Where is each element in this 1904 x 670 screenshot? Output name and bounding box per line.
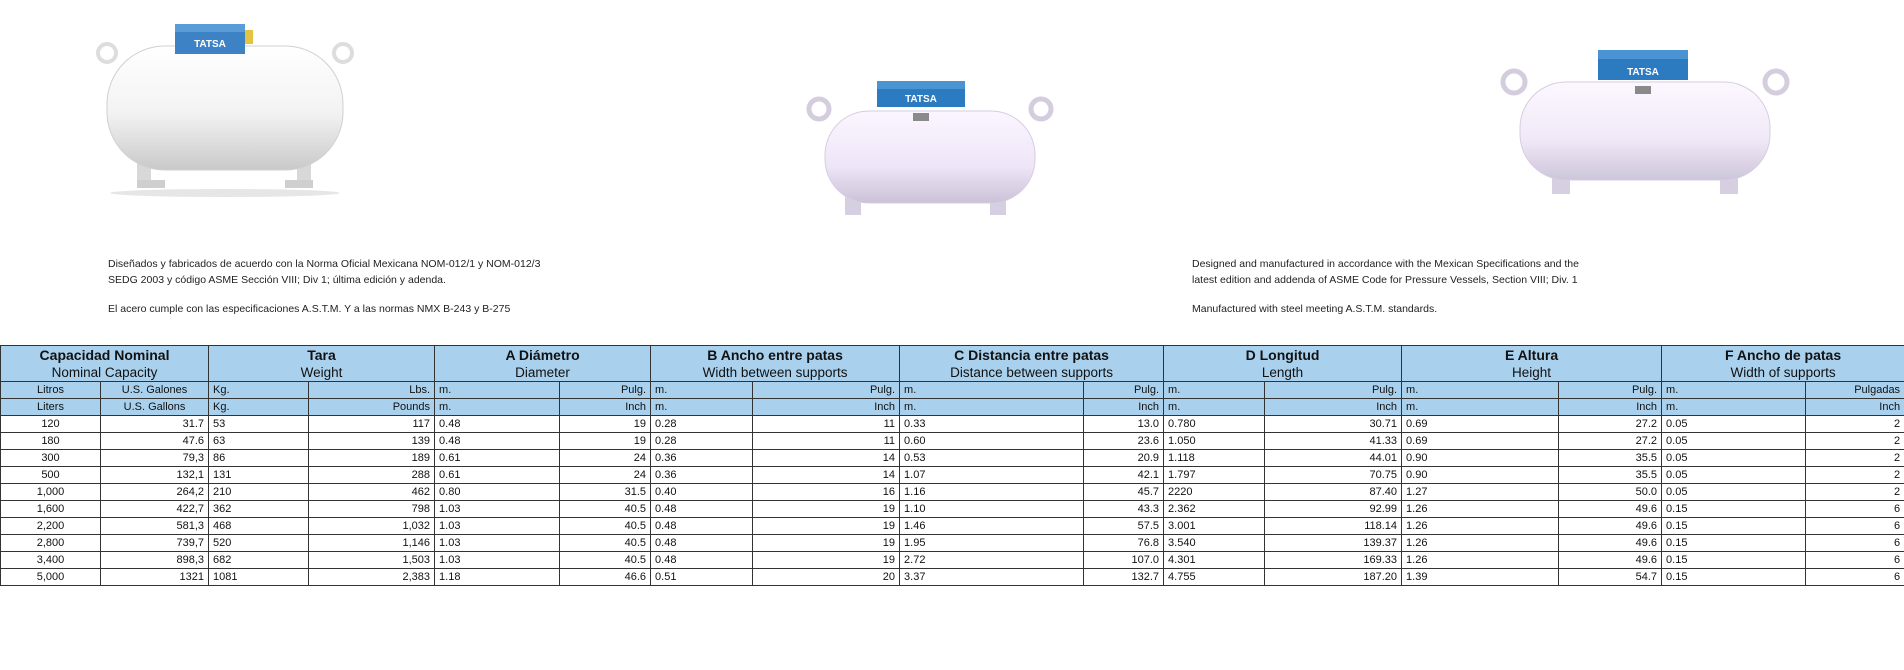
table-cell: 44.01 xyxy=(1265,450,1402,467)
table-cell: 468 xyxy=(209,518,309,535)
table-cell: 14 xyxy=(753,467,900,484)
table-cell: 86 xyxy=(209,450,309,467)
unit-label: Inch xyxy=(1265,399,1402,416)
table-cell: 1,146 xyxy=(309,535,435,552)
group-subtitle: Weight xyxy=(209,364,435,382)
table-row xyxy=(1,416,1904,433)
table-cell: 0.61 xyxy=(435,467,560,484)
table-cell: 132.7 xyxy=(1084,569,1164,586)
table-cell: 0.28 xyxy=(651,416,753,433)
group-title: Capacidad Nominal xyxy=(1,346,209,365)
table-cell: 43.3 xyxy=(1084,501,1164,518)
unit-label: m. xyxy=(1164,382,1265,399)
table-cell: 20 xyxy=(753,569,900,586)
table-cell: 2 xyxy=(1806,416,1904,433)
table-cell: 1.10 xyxy=(900,501,1084,518)
unit-label: Lbs. xyxy=(309,382,435,399)
table-row xyxy=(1,450,1904,467)
unit-label: Inch xyxy=(1084,399,1164,416)
group-title: Tara xyxy=(209,346,435,365)
table-cell: 0.28 xyxy=(651,433,753,450)
table-row xyxy=(1,501,1904,518)
spanish-line-3: El acero cumple con las especificaciones A.S.T.M. Y a las normas NMX B-243 y B-275 xyxy=(108,303,511,315)
table-cell: 0.40 xyxy=(651,484,753,501)
table-cell: 6 xyxy=(1806,518,1904,535)
table-cell: 87.40 xyxy=(1265,484,1402,501)
table-cell: 63 xyxy=(209,433,309,450)
table-cell: 1.16 xyxy=(900,484,1084,501)
brand-label: TATSA xyxy=(905,94,937,105)
table-cell: 2,200 xyxy=(1,518,101,535)
table-cell: 49.6 xyxy=(1559,501,1662,518)
table-cell: 13.0 xyxy=(1084,416,1164,433)
table-cell: 19 xyxy=(560,433,651,450)
table-cell: 0.780 xyxy=(1164,416,1265,433)
table-cell: 2,800 xyxy=(1,535,101,552)
table-cell: 1.797 xyxy=(1164,467,1265,484)
group-subtitle: Distance between supports xyxy=(900,364,1164,382)
table-cell: 1.03 xyxy=(435,501,560,518)
table-cell: 27.2 xyxy=(1559,433,1662,450)
table-cell: 50.0 xyxy=(1559,484,1662,501)
table-cell: 19 xyxy=(753,518,900,535)
table-cell: 0.15 xyxy=(1662,569,1806,586)
table-cell: 0.05 xyxy=(1662,484,1806,501)
group-subtitle: Length xyxy=(1164,364,1402,382)
header-row-spanish xyxy=(1,346,1904,365)
table-cell: 42.1 xyxy=(1084,467,1164,484)
table-cell: 1,503 xyxy=(309,552,435,569)
unit-label: m. xyxy=(1402,382,1559,399)
group-title: F Ancho de patas xyxy=(1662,346,1904,365)
table-cell: 1,600 xyxy=(1,501,101,518)
table-cell: 1.95 xyxy=(900,535,1084,552)
group-title: B Ancho entre patas xyxy=(651,346,900,365)
table-cell: 3,400 xyxy=(1,552,101,569)
spanish-line-1: Diseñados y fabricados de acuerdo con la Norma Oficial Mexicana NOM-012/1 y NOM-012/3 xyxy=(108,258,541,270)
table-cell: 169.33 xyxy=(1265,552,1402,569)
table-row xyxy=(1,552,1904,569)
unit-label: Pulg. xyxy=(1084,382,1164,399)
table-cell: 6 xyxy=(1806,501,1904,518)
group-subtitle: Nominal Capacity xyxy=(1,364,209,382)
header-row-units-spanish xyxy=(1,382,1904,399)
table-cell: 19 xyxy=(753,501,900,518)
group-subtitle: Width of supports xyxy=(1662,364,1904,382)
table-cell: 120 xyxy=(1,416,101,433)
spanish-line-2: SEDG 2003 y código ASME Sección VIII; Div 1; última edición y adenda. xyxy=(108,274,446,286)
unit-label: Inch xyxy=(753,399,900,416)
table-cell: 139 xyxy=(309,433,435,450)
table-cell: 49.6 xyxy=(1559,552,1662,569)
table-cell: 264,2 xyxy=(101,484,209,501)
unit-label: m. xyxy=(1662,399,1806,416)
table-cell: 35.5 xyxy=(1559,467,1662,484)
table-cell: 0.61 xyxy=(435,450,560,467)
table-cell: 1.18 xyxy=(435,569,560,586)
table-cell: 1.27 xyxy=(1402,484,1559,501)
table-cell: 16 xyxy=(753,484,900,501)
table-cell: 0.48 xyxy=(651,501,753,518)
table-cell: 682 xyxy=(209,552,309,569)
spec-table xyxy=(0,345,1904,586)
group-subtitle: Diameter xyxy=(435,364,651,382)
table-cell: 1.03 xyxy=(435,552,560,569)
unit-label: Inch xyxy=(1559,399,1662,416)
table-cell: 288 xyxy=(309,467,435,484)
table-cell: 0.05 xyxy=(1662,433,1806,450)
tank-image-medium xyxy=(795,75,1065,225)
table-cell: 0.48 xyxy=(435,416,560,433)
unit-label: Pulg. xyxy=(1265,382,1402,399)
table-cell: 3.001 xyxy=(1164,518,1265,535)
unit-label: m. xyxy=(1164,399,1265,416)
table-cell: 11 xyxy=(753,433,900,450)
table-cell: 2220 xyxy=(1164,484,1265,501)
group-title: A Diámetro xyxy=(435,346,651,365)
table-cell: 2 xyxy=(1806,484,1904,501)
table-cell: 0.48 xyxy=(651,552,753,569)
table-cell: 0.15 xyxy=(1662,518,1806,535)
table-row xyxy=(1,569,1904,586)
unit-label: Kg. xyxy=(209,382,309,399)
table-cell: 5,000 xyxy=(1,569,101,586)
table-cell: 520 xyxy=(209,535,309,552)
table-cell: 131 xyxy=(209,467,309,484)
table-cell: 2 xyxy=(1806,467,1904,484)
unit-label: m. xyxy=(651,382,753,399)
table-row xyxy=(1,433,1904,450)
table-cell: 300 xyxy=(1,450,101,467)
brand-label: TATSA xyxy=(194,39,226,50)
table-cell: 79,3 xyxy=(101,450,209,467)
table-cell: 31.5 xyxy=(560,484,651,501)
unit-label: Pounds xyxy=(309,399,435,416)
table-cell: 70.75 xyxy=(1265,467,1402,484)
table-cell: 23.6 xyxy=(1084,433,1164,450)
unit-label: Inch xyxy=(1806,399,1904,416)
table-cell: 1.07 xyxy=(900,467,1084,484)
table-cell: 500 xyxy=(1,467,101,484)
unit-label: m. xyxy=(435,382,560,399)
table-cell: 40.5 xyxy=(560,535,651,552)
table-cell: 0.48 xyxy=(651,518,753,535)
table-cell: 11 xyxy=(753,416,900,433)
table-cell: 3.37 xyxy=(900,569,1084,586)
table-cell: 2.72 xyxy=(900,552,1084,569)
table-cell: 47.6 xyxy=(101,433,209,450)
table-cell: 1.03 xyxy=(435,518,560,535)
table-cell: 422,7 xyxy=(101,501,209,518)
group-title: D Longitud xyxy=(1164,346,1402,365)
table-cell: 180 xyxy=(1,433,101,450)
table-cell: 19 xyxy=(560,416,651,433)
unit-label: m. xyxy=(651,399,753,416)
table-cell: 0.60 xyxy=(900,433,1084,450)
table-cell: 117 xyxy=(309,416,435,433)
unit-label: m. xyxy=(1662,382,1806,399)
table-cell: 1,000 xyxy=(1,484,101,501)
table-cell: 1.26 xyxy=(1402,518,1559,535)
unit-label: Litros xyxy=(1,382,101,399)
table-cell: 76.8 xyxy=(1084,535,1164,552)
table-cell: 49.6 xyxy=(1559,518,1662,535)
table-cell: 362 xyxy=(209,501,309,518)
table-cell: 2,383 xyxy=(309,569,435,586)
table-cell: 0.36 xyxy=(651,450,753,467)
table-cell: 6 xyxy=(1806,535,1904,552)
table-cell: 1.050 xyxy=(1164,433,1265,450)
table-cell: 30.71 xyxy=(1265,416,1402,433)
table-cell: 4.755 xyxy=(1164,569,1265,586)
table-cell: 1.46 xyxy=(900,518,1084,535)
table-row xyxy=(1,484,1904,501)
unit-label: U.S. Gallons xyxy=(101,399,209,416)
group-subtitle: Width between supports xyxy=(651,364,900,382)
table-cell: 1,032 xyxy=(309,518,435,535)
tank-image-large xyxy=(95,8,355,198)
table-cell: 0.48 xyxy=(651,535,753,552)
table-cell: 187.20 xyxy=(1265,569,1402,586)
table-cell: 35.5 xyxy=(1559,450,1662,467)
table-cell: 2 xyxy=(1806,450,1904,467)
table-cell: 54.7 xyxy=(1559,569,1662,586)
table-cell: 19 xyxy=(753,552,900,569)
table-cell: 898,3 xyxy=(101,552,209,569)
table-cell: 210 xyxy=(209,484,309,501)
table-cell: 118.14 xyxy=(1265,518,1402,535)
group-title: E Altura xyxy=(1402,346,1662,365)
table-cell: 1.39 xyxy=(1402,569,1559,586)
english-line-2: latest edition and addenda of ASME Code for Pressure Vessels, Section VIII; Div. 1 xyxy=(1192,274,1578,286)
unit-label: Pulg. xyxy=(560,382,651,399)
table-cell: 0.05 xyxy=(1662,450,1806,467)
table-cell: 0.90 xyxy=(1402,467,1559,484)
table-cell: 107.0 xyxy=(1084,552,1164,569)
table-cell: 739,7 xyxy=(101,535,209,552)
unit-label: Inch xyxy=(560,399,651,416)
table-cell: 0.15 xyxy=(1662,535,1806,552)
table-cell: 1.26 xyxy=(1402,535,1559,552)
table-cell: 1.26 xyxy=(1402,501,1559,518)
table-cell: 1321 xyxy=(101,569,209,586)
unit-label: m. xyxy=(900,399,1084,416)
table-cell: 0.33 xyxy=(900,416,1084,433)
table-cell: 0.53 xyxy=(900,450,1084,467)
unit-label: Kg. xyxy=(209,399,309,416)
table-row xyxy=(1,518,1904,535)
unit-label: m. xyxy=(435,399,560,416)
group-title: C Distancia entre patas xyxy=(900,346,1164,365)
table-cell: 0.05 xyxy=(1662,467,1806,484)
table-cell: 40.5 xyxy=(560,518,651,535)
unit-label: U.S. Galones xyxy=(101,382,209,399)
table-cell: 31.7 xyxy=(101,416,209,433)
table-cell: 41.33 xyxy=(1265,433,1402,450)
table-cell: 132,1 xyxy=(101,467,209,484)
unit-label: Pulgadas xyxy=(1806,382,1904,399)
table-cell: 14 xyxy=(753,450,900,467)
table-cell: 24 xyxy=(560,467,651,484)
table-cell: 24 xyxy=(560,450,651,467)
table-cell: 0.15 xyxy=(1662,501,1806,518)
unit-label: Pulg. xyxy=(1559,382,1662,399)
table-cell: 0.69 xyxy=(1402,416,1559,433)
unit-label: m. xyxy=(900,382,1084,399)
table-cell: 57.5 xyxy=(1084,518,1164,535)
group-subtitle: Height xyxy=(1402,364,1662,382)
unit-label: Liters xyxy=(1,399,101,416)
table-cell: 3.540 xyxy=(1164,535,1265,552)
table-row xyxy=(1,467,1904,484)
table-cell: 0.90 xyxy=(1402,450,1559,467)
unit-label: m. xyxy=(1402,399,1559,416)
table-cell: 40.5 xyxy=(560,552,651,569)
brand-label: TATSA xyxy=(1627,67,1659,78)
table-cell: 27.2 xyxy=(1559,416,1662,433)
header-row-english xyxy=(1,364,1904,382)
english-line-1: Designed and manufactured in accordance with the Mexican Specifications and the xyxy=(1192,258,1579,270)
table-cell: 1081 xyxy=(209,569,309,586)
table-cell: 6 xyxy=(1806,569,1904,586)
table-cell: 20.9 xyxy=(1084,450,1164,467)
table-cell: 581,3 xyxy=(101,518,209,535)
table-cell: 0.05 xyxy=(1662,416,1806,433)
table-cell: 1.26 xyxy=(1402,552,1559,569)
table-cell: 0.51 xyxy=(651,569,753,586)
table-cell: 45.7 xyxy=(1084,484,1164,501)
table-cell: 4.301 xyxy=(1164,552,1265,569)
table-cell: 2 xyxy=(1806,433,1904,450)
table-cell: 462 xyxy=(309,484,435,501)
table-cell: 189 xyxy=(309,450,435,467)
table-cell: 49.6 xyxy=(1559,535,1662,552)
table-cell: 139.37 xyxy=(1265,535,1402,552)
table-cell: 1.03 xyxy=(435,535,560,552)
tank-image-small xyxy=(1490,42,1800,207)
spanish-description xyxy=(108,256,758,317)
table-cell: 0.48 xyxy=(435,433,560,450)
table-cell: 1.118 xyxy=(1164,450,1265,467)
table-cell: 0.36 xyxy=(651,467,753,484)
header-row-units-english xyxy=(1,399,1904,416)
table-cell: 92.99 xyxy=(1265,501,1402,518)
table-cell: 46.6 xyxy=(560,569,651,586)
table-cell: 0.80 xyxy=(435,484,560,501)
unit-label: Pulg. xyxy=(753,382,900,399)
table-cell: 0.15 xyxy=(1662,552,1806,569)
english-description xyxy=(1192,256,1812,317)
table-cell: 53 xyxy=(209,416,309,433)
table-row xyxy=(1,535,1904,552)
english-line-3: Manufactured with steel meeting A.S.T.M. standards. xyxy=(1192,303,1438,315)
table-cell: 0.69 xyxy=(1402,433,1559,450)
table-cell: 6 xyxy=(1806,552,1904,569)
table-cell: 40.5 xyxy=(560,501,651,518)
table-cell: 2.362 xyxy=(1164,501,1265,518)
table-cell: 19 xyxy=(753,535,900,552)
table-cell: 798 xyxy=(309,501,435,518)
